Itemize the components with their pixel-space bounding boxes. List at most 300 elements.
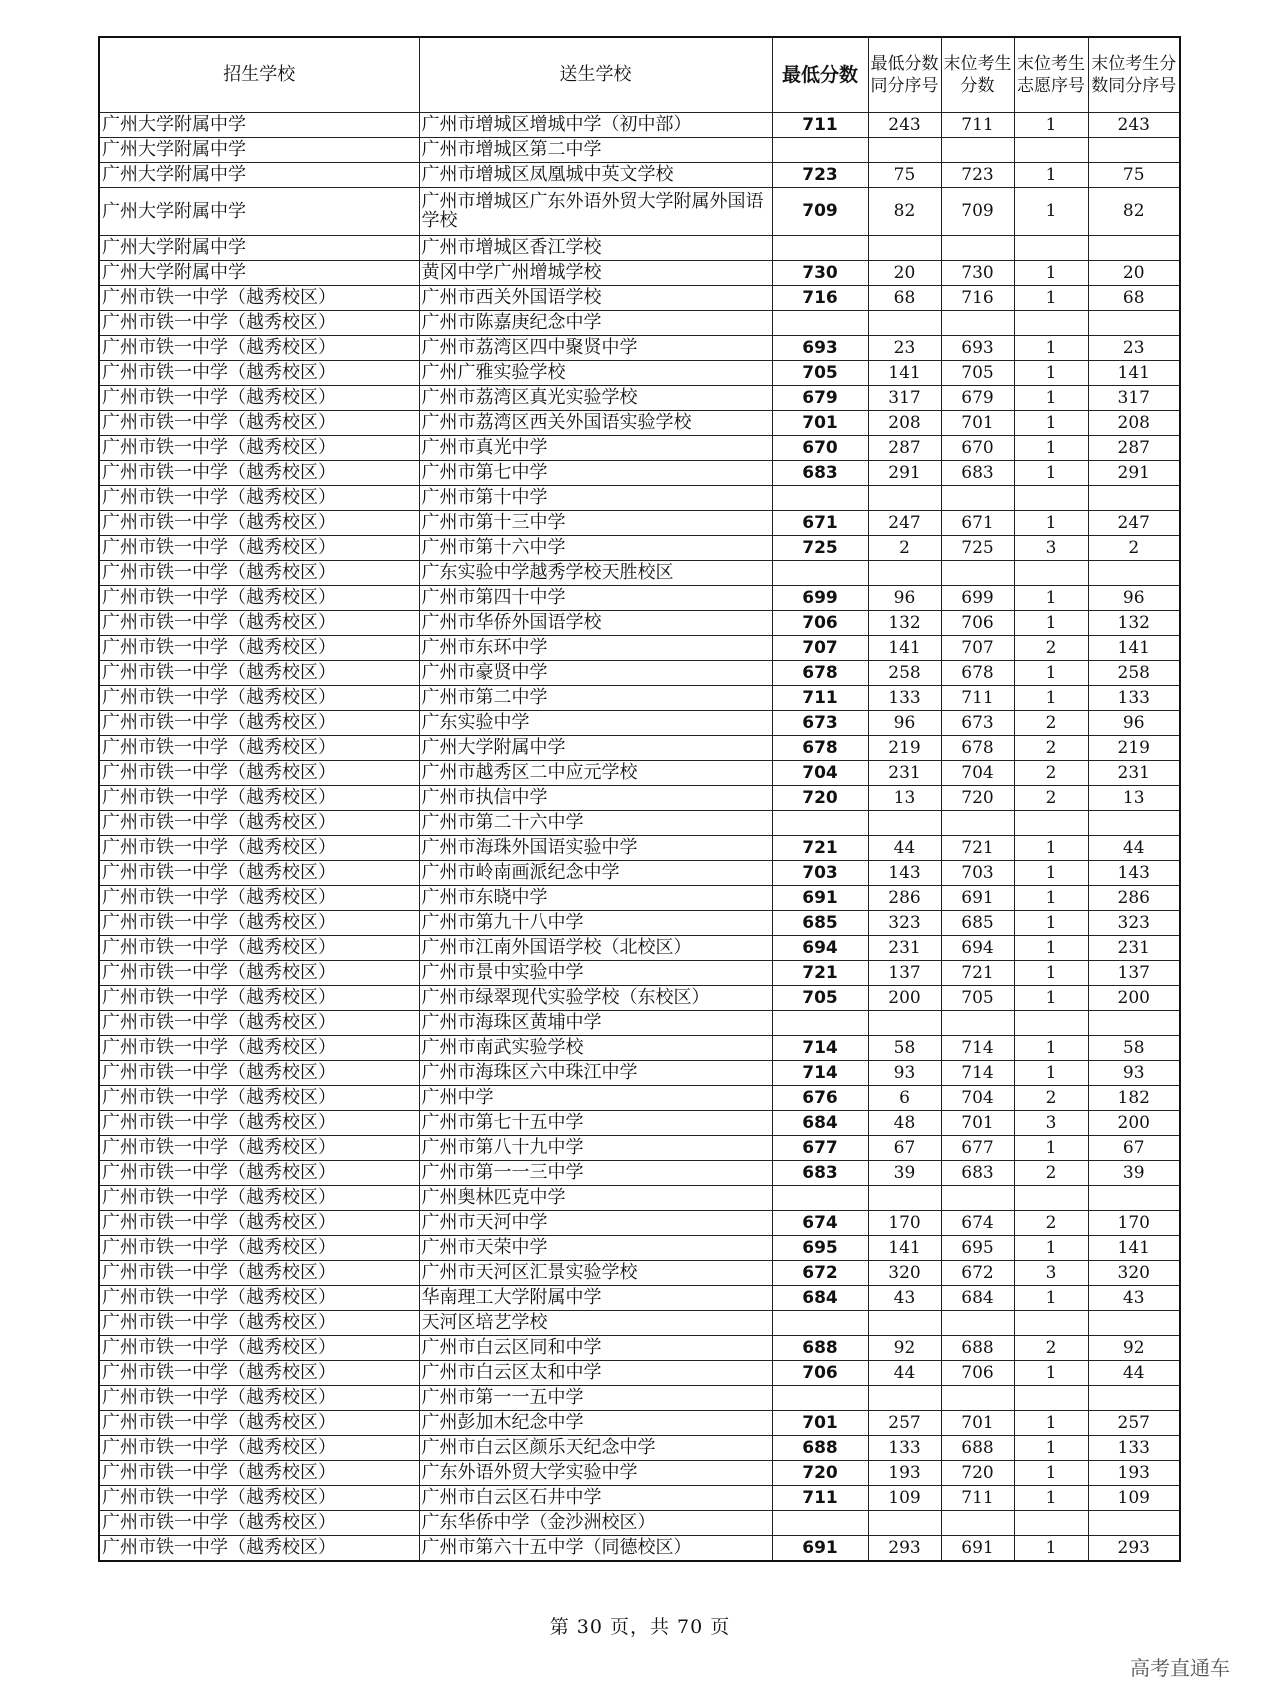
cell-sender: 广州市海珠区六中珠江中学 [419,1061,772,1086]
cell-last-score: 679 [941,386,1014,411]
cell-last-rank: 293 [1088,1536,1180,1562]
cell-min-score: 703 [772,861,868,886]
cell-school: 广州大学附属中学 [99,163,419,188]
cell-school: 广州市铁一中学（越秀校区） [99,661,419,686]
cell-last-rank: 291 [1088,461,1180,486]
cell-school: 广州市铁一中学（越秀校区） [99,1186,419,1211]
cell-sender: 广州中学 [419,1086,772,1111]
cell-last-choice: 2 [1014,786,1088,811]
cell-school: 广州大学附属中学 [99,138,419,163]
cell-last-rank: 141 [1088,636,1180,661]
cell-min-score [772,1186,868,1211]
cell-sender: 广州市景中实验中学 [419,961,772,986]
cell-last-score: 711 [941,113,1014,138]
cell-min-rank: 82 [868,188,941,236]
cell-min-score: 709 [772,188,868,236]
cell-min-score: 707 [772,636,868,661]
table-row [99,411,1180,436]
cell-last-score [941,1186,1014,1211]
cell-min-score: 725 [772,536,868,561]
cell-min-rank: 132 [868,611,941,636]
cell-min-score: 706 [772,1361,868,1386]
cell-last-score: 670 [941,436,1014,461]
cell-last-score: 685 [941,911,1014,936]
cell-last-choice: 1 [1014,461,1088,486]
cell-last-choice: 1 [1014,836,1088,861]
cell-last-rank [1088,1311,1180,1336]
cell-sender: 广州广雅实验学校 [419,361,772,386]
table-row [99,936,1180,961]
cell-min-rank [868,1311,941,1336]
table-row [99,436,1180,461]
cell-min-rank: 44 [868,1361,941,1386]
table-row [99,1236,1180,1261]
cell-min-score: 711 [772,113,868,138]
table-row [99,188,1180,236]
cell-last-score [941,138,1014,163]
cell-last-rank: 286 [1088,886,1180,911]
cell-last-score: 688 [941,1436,1014,1461]
cell-school: 广州大学附属中学 [99,261,419,286]
cell-last-choice: 1 [1014,386,1088,411]
cell-last-score: 704 [941,761,1014,786]
cell-last-score: 691 [941,1536,1014,1562]
cell-school: 广州市铁一中学（越秀校区） [99,811,419,836]
cell-last-rank: 96 [1088,711,1180,736]
cell-min-rank [868,138,941,163]
cell-sender: 广州市天河区汇景实验学校 [419,1261,772,1286]
cell-sender: 天河区培艺学校 [419,1311,772,1336]
table-row [99,736,1180,761]
cell-sender: 广州市东环中学 [419,636,772,661]
cell-last-score: 701 [941,1411,1014,1436]
cell-sender: 广州市豪贤中学 [419,661,772,686]
cell-min-rank: 96 [868,711,941,736]
cell-sender: 广州市白云区太和中学 [419,1361,772,1386]
cell-last-rank [1088,138,1180,163]
cell-school: 广州市铁一中学（越秀校区） [99,1086,419,1111]
cell-min-score [772,1386,868,1411]
cell-school: 广州大学附属中学 [99,236,419,261]
cell-min-score: 670 [772,436,868,461]
cell-last-rank: 258 [1088,661,1180,686]
cell-last-score: 684 [941,1286,1014,1311]
cell-last-score: 672 [941,1261,1014,1286]
cell-sender: 广州奥林匹克中学 [419,1186,772,1211]
cell-min-rank: 133 [868,686,941,711]
cell-sender: 广州市白云区石井中学 [419,1486,772,1511]
cell-min-score [772,811,868,836]
cell-school: 广州市铁一中学（越秀校区） [99,761,419,786]
cell-sender: 广州市第一一三中学 [419,1161,772,1186]
watermark-text: 高考直通车 [1130,1656,1230,1680]
cell-last-rank: 200 [1088,1111,1180,1136]
cell-school: 广州市铁一中学（越秀校区） [99,936,419,961]
table-row [99,1536,1180,1562]
cell-last-score: 705 [941,986,1014,1011]
cell-sender: 广州市增城区香江学校 [419,236,772,261]
cell-min-rank: 92 [868,1336,941,1361]
cell-school: 广州市铁一中学（越秀校区） [99,1511,419,1536]
cell-last-score: 709 [941,188,1014,236]
cell-school: 广州市铁一中学（越秀校区） [99,636,419,661]
table-row [99,1111,1180,1136]
table-row [99,361,1180,386]
cell-last-rank: 43 [1088,1286,1180,1311]
cell-last-choice: 2 [1014,636,1088,661]
cell-last-score: 674 [941,1211,1014,1236]
cell-sender: 广东实验中学越秀学校天胜校区 [419,561,772,586]
cell-last-rank: 133 [1088,686,1180,711]
cell-last-rank [1088,311,1180,336]
cell-last-score: 678 [941,661,1014,686]
cell-sender: 广州市华侨外国语学校 [419,611,772,636]
cell-sender: 广州市海珠区黄埔中学 [419,1011,772,1036]
cell-min-score: 705 [772,361,868,386]
cell-last-choice: 1 [1014,961,1088,986]
cell-min-rank: 317 [868,386,941,411]
header-min-rank: 最低分数同分序号 [868,37,941,113]
cell-sender: 广州市天荣中学 [419,1236,772,1261]
table-row [99,286,1180,311]
cell-last-rank: 44 [1088,836,1180,861]
cell-sender: 广州市增城区广东外语外贸大学附属外国语学校 [419,188,772,236]
cell-min-rank: 68 [868,286,941,311]
cell-school: 广州市铁一中学（越秀校区） [99,1536,419,1562]
cell-last-score: 725 [941,536,1014,561]
cell-sender: 广州市东晓中学 [419,886,772,911]
cell-min-rank: 48 [868,1111,941,1136]
cell-last-rank: 92 [1088,1336,1180,1361]
cell-min-rank: 323 [868,911,941,936]
cell-min-score: 706 [772,611,868,636]
table-row [99,1411,1180,1436]
table-row [99,511,1180,536]
cell-school: 广州市铁一中学（越秀校区） [99,386,419,411]
cell-last-score: 711 [941,686,1014,711]
cell-min-score [772,138,868,163]
table-row [99,1386,1180,1411]
cell-min-rank [868,811,941,836]
cell-last-choice: 1 [1014,1486,1088,1511]
cell-last-choice: 1 [1014,1286,1088,1311]
cell-last-choice [1014,486,1088,511]
table-row [99,261,1180,286]
cell-last-choice: 2 [1014,1211,1088,1236]
cell-school: 广州市铁一中学（越秀校区） [99,311,419,336]
header-last-rank: 末位考生分数同分序号 [1088,37,1180,113]
cell-min-rank: 143 [868,861,941,886]
cell-min-score: 714 [772,1061,868,1086]
cell-sender: 广州市第十中学 [419,486,772,511]
cell-last-choice: 1 [1014,686,1088,711]
cell-min-rank: 20 [868,261,941,286]
cell-last-choice: 1 [1014,586,1088,611]
cell-last-rank: 182 [1088,1086,1180,1111]
cell-min-score: 693 [772,336,868,361]
cell-last-choice: 1 [1014,1436,1088,1461]
cell-min-rank [868,1511,941,1536]
cell-last-choice: 1 [1014,1061,1088,1086]
cell-sender: 广州市执信中学 [419,786,772,811]
cell-school: 广州市铁一中学（越秀校区） [99,486,419,511]
cell-last-rank [1088,1011,1180,1036]
cell-min-rank: 170 [868,1211,941,1236]
cell-last-rank: 68 [1088,286,1180,311]
table-row [99,1186,1180,1211]
cell-last-choice: 1 [1014,286,1088,311]
cell-last-rank: 320 [1088,1261,1180,1286]
table-row [99,961,1180,986]
cell-sender: 广州市绿翠现代实验学校（东校区） [419,986,772,1011]
cell-last-choice [1014,311,1088,336]
cell-last-score: 701 [941,1111,1014,1136]
table-row [99,1161,1180,1186]
cell-min-score: 691 [772,1536,868,1562]
cell-min-score: 723 [772,163,868,188]
cell-min-rank [868,486,941,511]
cell-sender: 广州市越秀区二中应元学校 [419,761,772,786]
cell-min-rank: 291 [868,461,941,486]
cell-last-rank: 44 [1088,1361,1180,1386]
cell-last-rank: 109 [1088,1486,1180,1511]
header-last-choice: 末位考生志愿序号 [1014,37,1088,113]
cell-last-score: 706 [941,611,1014,636]
cell-last-score: 678 [941,736,1014,761]
cell-last-score: 683 [941,461,1014,486]
cell-last-choice: 1 [1014,986,1088,1011]
cell-min-rank [868,1386,941,1411]
cell-min-score: 691 [772,886,868,911]
cell-last-score: 671 [941,511,1014,536]
cell-sender: 广州市增城区凤凰城中英文学校 [419,163,772,188]
cell-min-score: 677 [772,1136,868,1161]
cell-last-score [941,1311,1014,1336]
cell-last-choice: 1 [1014,1036,1088,1061]
cell-min-rank: 257 [868,1411,941,1436]
table-row [99,1086,1180,1111]
cell-sender: 广东华侨中学（金沙洲校区） [419,1511,772,1536]
cell-min-rank [868,561,941,586]
cell-last-score: 714 [941,1036,1014,1061]
table-row [99,1011,1180,1036]
cell-sender: 广州市西关外国语学校 [419,286,772,311]
cell-last-rank: 231 [1088,936,1180,961]
admission-score-table [98,36,1181,1562]
cell-sender: 广州市增城区第二中学 [419,138,772,163]
cell-min-score: 695 [772,1236,868,1261]
cell-min-score: 720 [772,1461,868,1486]
cell-min-score: 679 [772,386,868,411]
cell-last-rank [1088,1186,1180,1211]
cell-school: 广州市铁一中学（越秀校区） [99,1461,419,1486]
cell-last-choice: 1 [1014,1536,1088,1562]
cell-school: 广州市铁一中学（越秀校区） [99,1161,419,1186]
cell-min-score: 694 [772,936,868,961]
table-row [99,1261,1180,1286]
cell-sender: 广州市白云区颜乐天纪念中学 [419,1436,772,1461]
table-row [99,911,1180,936]
cell-school: 广州市铁一中学（越秀校区） [99,1311,419,1336]
cell-last-rank: 137 [1088,961,1180,986]
cell-last-rank: 93 [1088,1061,1180,1086]
cell-min-rank: 247 [868,511,941,536]
cell-school: 广州市铁一中学（越秀校区） [99,1036,419,1061]
cell-min-score: 714 [772,1036,868,1061]
cell-min-score: 701 [772,1411,868,1436]
table-row [99,886,1180,911]
cell-sender: 广州市第十三中学 [419,511,772,536]
cell-sender: 广州市江南外国语学校（北校区） [419,936,772,961]
cell-min-score [772,311,868,336]
cell-sender: 广州彭加木纪念中学 [419,1411,772,1436]
cell-min-score [772,1511,868,1536]
cell-school: 广州市铁一中学（越秀校区） [99,1486,419,1511]
table-body [99,113,1180,1562]
cell-min-rank: 193 [868,1461,941,1486]
cell-sender: 广州市天河中学 [419,1211,772,1236]
cell-min-rank: 258 [868,661,941,686]
cell-last-rank: 143 [1088,861,1180,886]
cell-min-score: 730 [772,261,868,286]
cell-min-rank: 43 [868,1286,941,1311]
cell-last-rank [1088,561,1180,586]
cell-last-choice: 1 [1014,611,1088,636]
cell-min-score: 683 [772,461,868,486]
cell-last-score: 706 [941,1361,1014,1386]
cell-last-rank: 23 [1088,336,1180,361]
cell-last-score: 694 [941,936,1014,961]
cell-last-rank: 132 [1088,611,1180,636]
cell-min-rank: 286 [868,886,941,911]
cell-min-score: 676 [772,1086,868,1111]
cell-last-choice [1014,236,1088,261]
table-row [99,461,1180,486]
cell-school: 广州市铁一中学（越秀校区） [99,1136,419,1161]
cell-last-score [941,1511,1014,1536]
cell-sender: 广州市第二十六中学 [419,811,772,836]
cell-sender: 广东外语外贸大学实验中学 [419,1461,772,1486]
cell-sender: 广州市荔湾区真光实验学校 [419,386,772,411]
cell-min-score: 705 [772,986,868,1011]
cell-school: 广州市铁一中学（越秀校区） [99,561,419,586]
cell-school: 广州市铁一中学（越秀校区） [99,836,419,861]
cell-school: 广州市铁一中学（越秀校区） [99,436,419,461]
cell-sender: 广州市第二中学 [419,686,772,711]
cell-school: 广州市铁一中学（越秀校区） [99,1436,419,1461]
cell-last-choice: 1 [1014,1461,1088,1486]
table-row [99,1486,1180,1511]
cell-min-rank: 44 [868,836,941,861]
cell-min-rank: 96 [868,586,941,611]
cell-last-rank: 20 [1088,261,1180,286]
cell-sender: 广州市荔湾区西关外国语实验学校 [419,411,772,436]
cell-school: 广州市铁一中学（越秀校区） [99,461,419,486]
table-row [99,1061,1180,1086]
cell-school: 广州市铁一中学（越秀校区） [99,1236,419,1261]
cell-last-choice: 1 [1014,1361,1088,1386]
cell-school: 广州市铁一中学（越秀校区） [99,361,419,386]
cell-last-score: 693 [941,336,1014,361]
cell-min-rank: 75 [868,163,941,188]
cell-min-score: 721 [772,961,868,986]
cell-last-rank [1088,1386,1180,1411]
cell-school: 广州市铁一中学（越秀校区） [99,861,419,886]
cell-school: 广州市铁一中学（越秀校区） [99,1261,419,1286]
cell-min-rank [868,1011,941,1036]
cell-last-choice [1014,1511,1088,1536]
cell-last-rank: 200 [1088,986,1180,1011]
cell-last-choice: 1 [1014,661,1088,686]
table-row [99,236,1180,261]
cell-last-rank [1088,236,1180,261]
cell-min-score: 704 [772,761,868,786]
cell-min-rank: 141 [868,361,941,386]
cell-min-rank: 208 [868,411,941,436]
cell-last-rank: 141 [1088,1236,1180,1261]
cell-last-score [941,486,1014,511]
table-row [99,1461,1180,1486]
cell-last-score: 720 [941,786,1014,811]
table-row [99,1336,1180,1361]
page-footer: 第 30 页，共 70 页 [549,1616,731,1638]
cell-last-rank: 39 [1088,1161,1180,1186]
cell-sender: 华南理工大学附属中学 [419,1286,772,1311]
cell-last-choice: 1 [1014,861,1088,886]
cell-school: 广州市铁一中学（越秀校区） [99,1011,419,1036]
cell-min-rank: 109 [868,1486,941,1511]
cell-last-score: 711 [941,1486,1014,1511]
cell-last-choice [1014,1186,1088,1211]
cell-min-score: 678 [772,736,868,761]
cell-min-rank: 67 [868,1136,941,1161]
cell-last-score [941,1011,1014,1036]
cell-min-score [772,1311,868,1336]
cell-last-choice: 1 [1014,511,1088,536]
table-header [99,37,1180,113]
table-row [99,336,1180,361]
cell-sender: 广州市荔湾区四中聚贤中学 [419,336,772,361]
cell-sender: 广州市第一一五中学 [419,1386,772,1411]
table-row [99,311,1180,336]
cell-last-score [941,811,1014,836]
cell-min-rank: 320 [868,1261,941,1286]
cell-last-rank: 231 [1088,761,1180,786]
table-row [99,861,1180,886]
table-row [99,1286,1180,1311]
cell-sender: 广州市第七中学 [419,461,772,486]
cell-sender: 广州大学附属中学 [419,736,772,761]
table-row [99,711,1180,736]
cell-last-rank [1088,1511,1180,1536]
cell-last-score: 714 [941,1061,1014,1086]
cell-min-rank: 231 [868,936,941,961]
cell-sender: 广州市第九十八中学 [419,911,772,936]
cell-sender: 广州市岭南画派纪念中学 [419,861,772,886]
cell-school: 广州市铁一中学（越秀校区） [99,1336,419,1361]
cell-school: 广州市铁一中学（越秀校区） [99,336,419,361]
cell-min-score: 674 [772,1211,868,1236]
cell-last-rank: 219 [1088,736,1180,761]
header-last-score: 末位考生分数 [941,37,1014,113]
cell-sender: 广州市海珠外国语实验中学 [419,836,772,861]
cell-last-choice: 1 [1014,1411,1088,1436]
cell-min-rank: 231 [868,761,941,786]
cell-last-rank: 170 [1088,1211,1180,1236]
cell-min-rank: 2 [868,536,941,561]
cell-last-rank: 67 [1088,1136,1180,1161]
cell-last-choice: 1 [1014,163,1088,188]
